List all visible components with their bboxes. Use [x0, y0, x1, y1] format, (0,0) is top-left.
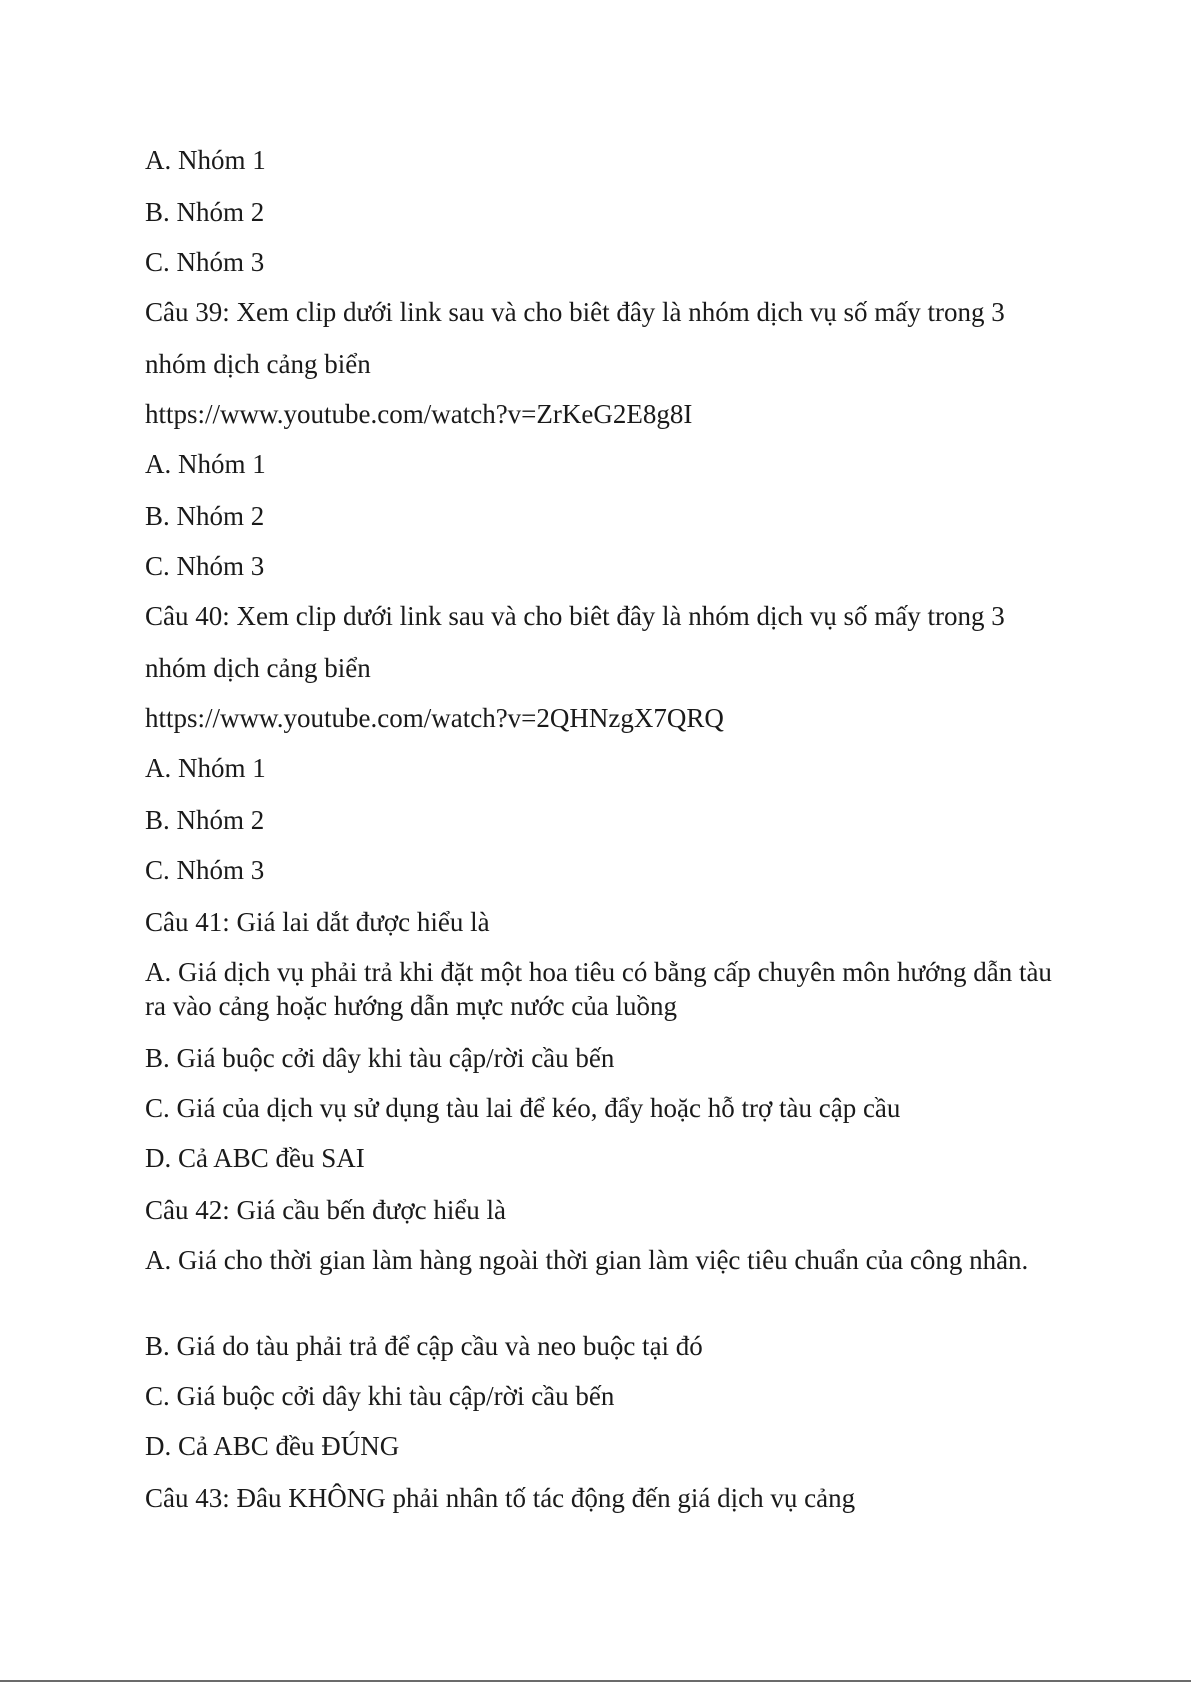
answer-option: C. Nhóm 3: [145, 551, 265, 581]
answer-option: D. Cả ABC đều ĐÚNG: [145, 1431, 400, 1461]
answer-option: C. Nhóm 3: [145, 247, 265, 277]
answer-option: C. Giá buộc cởi dây khi tàu cập/rời cầu bến: [145, 1381, 615, 1411]
answer-option: B. Nhóm 2: [145, 197, 265, 227]
answer-option: A. Nhóm 1: [145, 145, 266, 175]
answer-option: C. Giá của dịch vụ sử dụng tàu lai để kéo, đẩy hoặc hỗ trợ tàu cập cầu: [145, 1093, 901, 1123]
answer-option: A. Giá cho thời gian làm hàng ngoài thời gian làm việc tiêu chuẩn của công nhân.: [145, 1245, 1029, 1275]
question-42-text: Câu 42: Giá cầu bến được hiểu là: [145, 1195, 507, 1225]
answer-option: D. Cả ABC đều SAI: [145, 1143, 365, 1173]
page-bottom-border: [0, 1680, 1191, 1682]
question-43-text: Câu 43: Đâu KHÔNG phải nhân tố tác động đến giá dịch vụ cảng: [145, 1483, 856, 1513]
youtube-link[interactable]: https://www.youtube.com/watch?v=ZrKeG2E8g8I: [145, 399, 693, 429]
question-39-text: Câu 39: Xem clip dưới link sau và cho biêt đây là nhóm dịch vụ số mấy trong 3: [145, 297, 1005, 327]
question-41-text: Câu 41: Giá lai dắt được hiểu là: [145, 907, 490, 937]
question-39-text-cont: nhóm dịch cảng biển: [145, 349, 371, 379]
youtube-link[interactable]: https://www.youtube.com/watch?v=2QHNzgX7QRQ: [145, 703, 724, 733]
answer-option: B. Nhóm 2: [145, 805, 265, 835]
answer-option: A. Nhóm 1: [145, 753, 266, 783]
answer-option: A. Nhóm 1: [145, 449, 266, 479]
question-40-text: Câu 40: Xem clip dưới link sau và cho biêt đây là nhóm dịch vụ số mấy trong 3: [145, 601, 1005, 631]
question-40-text-cont: nhóm dịch cảng biển: [145, 653, 371, 683]
answer-option: B. Giá do tàu phải trả để cập cầu và neo buộc tại đó: [145, 1331, 703, 1361]
answer-option: C. Nhóm 3: [145, 855, 265, 885]
answer-option: B. Nhóm 2: [145, 501, 265, 531]
answer-option: A. Giá dịch vụ phải trả khi đặt một hoa tiêu có bằng cấp chuyên môn hướng dẫn tàu ra vào cảng hoặc hướng dẫn mực nước của luồng: [145, 957, 1052, 1021]
answer-option: B. Giá buộc cởi dây khi tàu cập/rời cầu bến: [145, 1043, 615, 1073]
